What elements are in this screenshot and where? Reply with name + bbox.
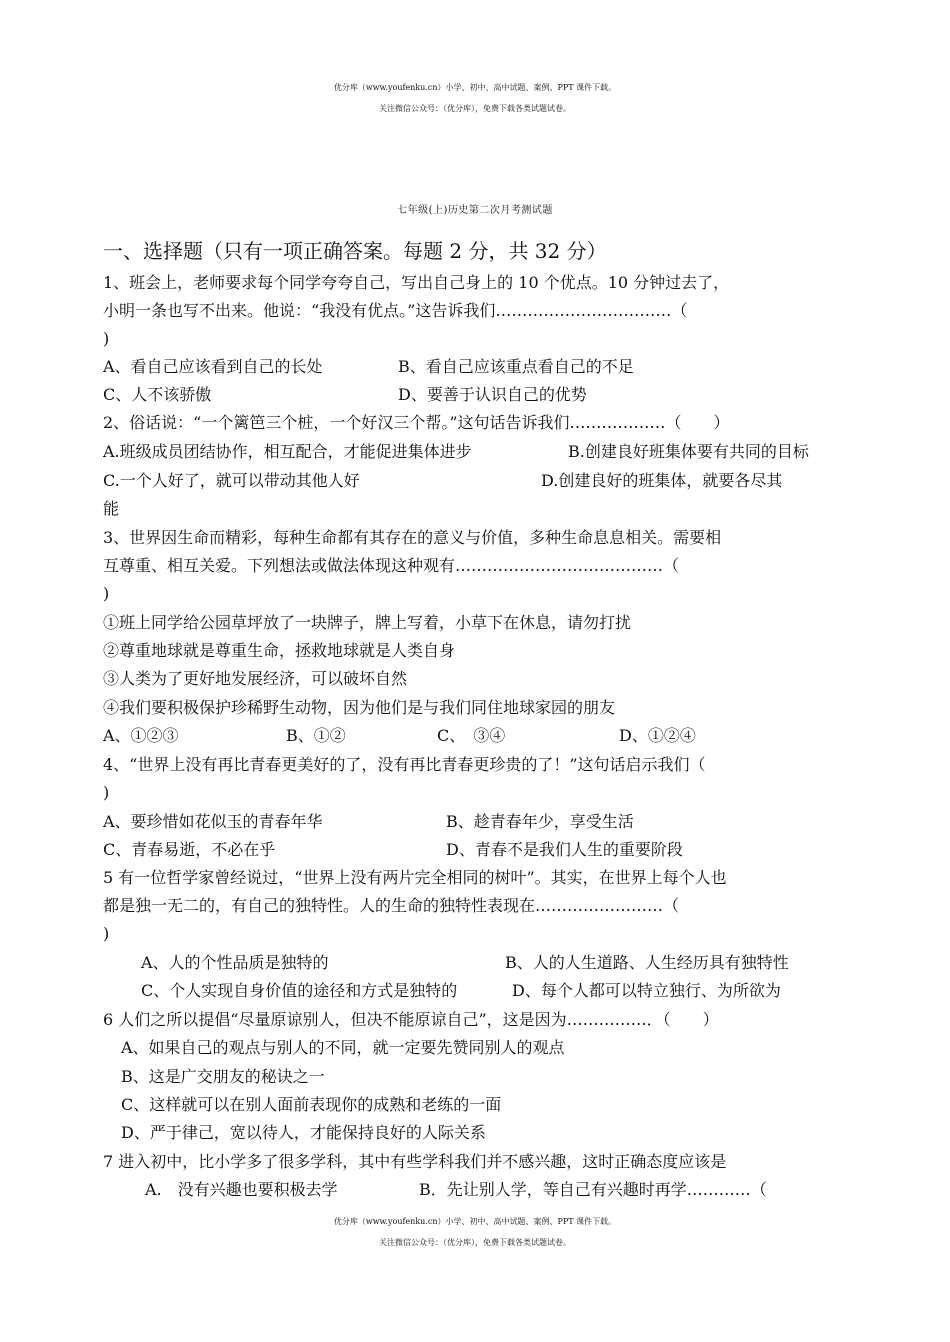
q1-option-b: B、看自己应该重点看自己的不足 — [398, 357, 634, 376]
q3-option-c: C、 ③④ — [437, 726, 506, 745]
q4-option-a: A、要珍惜如花似玉的青春年华 — [103, 812, 323, 831]
q3-option-a: A、①②③ — [103, 726, 179, 745]
q2-option-d-cont: 能 — [103, 499, 120, 518]
q5-stem-line-1: 5 有一位哲学家曾经说过，“世界上没有两片完全相同的树叶”。其实，在世界上每个人也 — [103, 868, 727, 887]
q5-option-a: A、人的个性品质是独特的 — [141, 953, 329, 972]
q3-stem-line-1: 3、世界因生命而精彩，每种生命都有其存在的意义与价值，多种生命息息相关。需要相 — [103, 528, 722, 547]
q5-paren-close: ) — [103, 924, 110, 943]
header-watermark-line-2: 关注微信公众号：（优分库），免费下载各类试题试卷。 — [379, 104, 571, 113]
q1-stem-line-1: 1、班会上，老师要求每个同学夸夸自己，写出自己身上的 10 个优点。10 分钟过去了， — [103, 273, 730, 292]
section-heading: 一、选择题（只有一项正确答案。每题 2 分，共 32 分） — [103, 239, 607, 263]
q2-option-d: D.创建良好的班集体，就要各尽其 — [541, 471, 783, 490]
q4-option-d: D、青春不是我们人生的重要阶段 — [446, 840, 683, 859]
q2-stem: 2、俗话说：“一个篱笆三个桩，一个好汉三个帮。”这句话告诉我们………………（ ） — [103, 413, 730, 432]
q3-option-b: B、①② — [286, 726, 346, 745]
q6-option-b: B、这是广交朋友的秘诀之一 — [121, 1067, 325, 1086]
q3-statement-1: ①班上同学给公园草坪放了一块牌子，牌上写着，小草下在休息，请勿打扰 — [103, 613, 632, 632]
footer-watermark-line-1: 优分库（www.youfenku.cn）小学、初中、高中试题、案例、PPT 课件下载。 — [333, 1217, 617, 1226]
header-watermark-line-1: 优分库（www.youfenku.cn）小学、初中、高中试题、案例、PPT 课件下载。 — [333, 83, 617, 92]
q2-option-c: C.一个人好了，就可以带动其他人好 — [103, 471, 360, 490]
exam-title: 七年级(上)历史第二次月考测试题 — [397, 205, 553, 216]
q7-stem: 7 进入初中，比小学多了很多学科，其中有些学科我们并不感兴趣，这时正确态度应该是 — [103, 1152, 727, 1171]
q5-option-d: D、每个人都可以特立独行、为所欲为 — [512, 981, 781, 1000]
q3-stem-line-2: 互尊重、相互关爱。下列想法或做法体现这种观有…………………………………（ — [103, 556, 680, 575]
q6-stem: 6 人们之所以提倡“尽量原谅别人，但决不能原谅自己”，这是因为……………．（ ） — [103, 1010, 719, 1029]
q6-option-d: D、严于律己，宽以待人，才能保持良好的人际关系 — [121, 1123, 486, 1142]
q2-option-b: B.创建良好班集体要有共同的目标 — [568, 442, 809, 461]
q4-option-b: B、趁青春年少，享受生活 — [446, 812, 634, 831]
q5-stem-line-2: 都是独一无二的，有自己的独特性。人的生命的独特性表现在……………………（ — [103, 896, 680, 915]
q4-option-c: C、青春易逝，不必在乎 — [103, 840, 276, 859]
q3-statement-2: ②尊重地球就是尊重生命，拯救地球就是人类自身 — [103, 641, 456, 660]
q6-option-a: A、如果自己的观点与别人的不同，就一定要先赞同别人的观点 — [121, 1038, 565, 1057]
q3-option-d: D、①②④ — [619, 726, 696, 745]
q4-paren-close: ) — [103, 783, 110, 802]
q5-option-c: C、个人实现自身价值的途径和方式是独特的 — [141, 981, 458, 1000]
q1-paren-close: ) — [103, 329, 110, 348]
q7-option-b: B．先让别人学，等自己有兴趣时再学…………（ — [419, 1180, 767, 1199]
footer-watermark-line-2: 关注微信公众号：（优分库），免费下载各类试题试卷。 — [379, 1238, 571, 1247]
q3-paren-close: ) — [103, 584, 110, 603]
q1-option-c: C、人不该骄傲 — [103, 385, 212, 404]
q7-option-a: A. 没有兴趣也要积极去学 — [145, 1180, 338, 1199]
q5-option-b: B、人的人生道路、人生经历具有独特性 — [505, 953, 789, 972]
q4-stem: 4、“世界上没有再比青春更美好的了，没有再比青春更珍贵的了！”这句话启示我们（ — [103, 755, 706, 774]
q1-option-a: A、看自己应该看到自己的长处 — [103, 357, 323, 376]
q1-stem-line-2: 小明一条也写不出来。他说：“我没有优点。”这告诉我们……………………………（ — [103, 301, 688, 320]
q3-statement-3: ③人类为了更好地发展经济，可以破坏自然 — [103, 669, 408, 688]
q2-option-a: A.班级成员团结协作，相互配合，才能促进集体进步 — [103, 442, 472, 461]
q1-option-d: D、要善于认识自己的优势 — [398, 385, 587, 404]
q3-statement-4: ④我们要积极保护珍稀野生动物，因为他们是与我们同住地球家园的朋友 — [103, 698, 616, 717]
q6-option-c: C、这样就可以在别人面前表现你的成熟和老练的一面 — [121, 1095, 502, 1114]
